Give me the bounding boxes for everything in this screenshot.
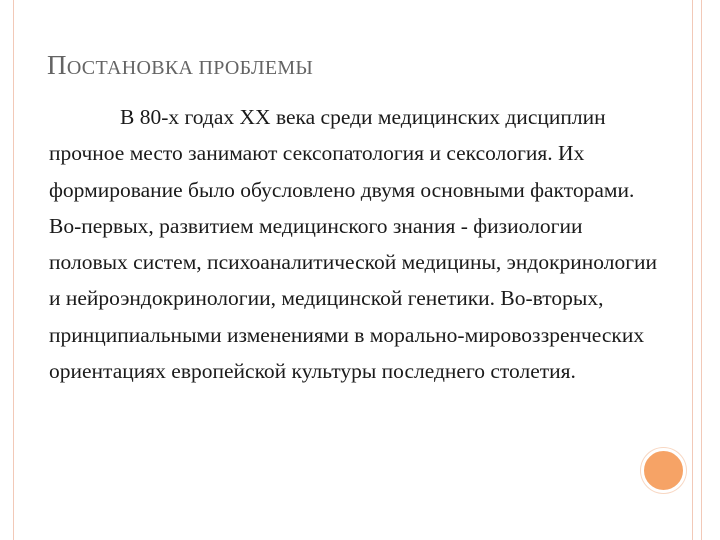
slide-title-initial: П (47, 50, 67, 80)
slide-title (47, 50, 313, 81)
decorative-accent-circle (641, 448, 686, 493)
slide-title-rest: ОСТАНОВКА ПРОБЛЕМЫ (66, 57, 314, 79)
right-frame-inner-line (701, 0, 702, 540)
slide-body-text: В 80-х годах XX века среди медицинских дисциплин прочное место занимают сексопатология и сексология. Их формирование было обусловлено двумя основными факторами. Во-первых, развитием медицинского знания - физиологии половых систем, психоаналитической медицины, эндокринологии и нейроэндокринологии, медицинской генетики. Во-вторых, принципиальными изменениями в морально-мировоззренческих ориентациях европейской культуры последнего столетия. (49, 105, 658, 384)
slide-body (49, 99, 659, 389)
left-frame-border (0, 0, 14, 540)
right-frame-border (692, 0, 720, 540)
